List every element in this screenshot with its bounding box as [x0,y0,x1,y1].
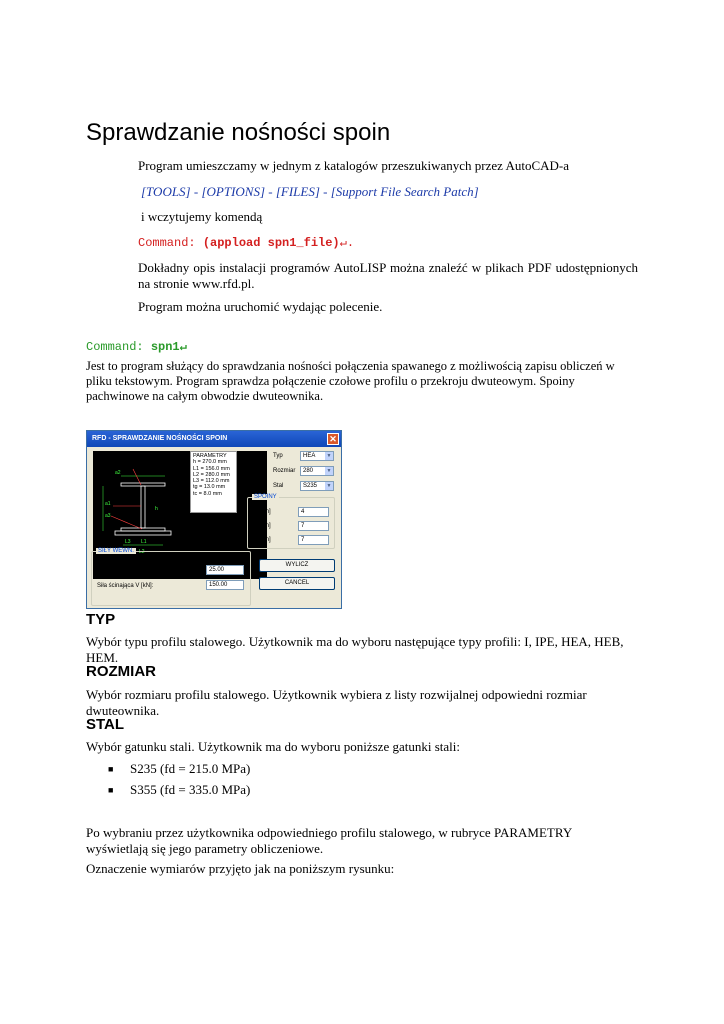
label-a2: a2 [115,470,121,476]
typ-label: Typ [273,453,283,459]
stal-heading: STAL [86,716,125,733]
label-a1: a1 [105,501,111,507]
moment-input[interactable]: 25.00 [206,565,244,575]
typ-text: Wybór typu profilu stalowego. Użytkownik ma do wyboru następujące typy profili: I, IPE, HEA, HEB, HEM. [86,634,624,665]
steel-item: S235 (fd = 215.0 MPa) [130,761,251,776]
dialog-window [86,430,342,609]
intro-paragraph-2: i wczytujemy komendą [141,209,263,224]
command-spn1 [86,339,187,355]
intro-paragraph-3: Dokładny opis instalacji programów AutoLISP można znaleźć w plikach PDF udostępnionych na stronie www.rfd.pl. [138,260,638,291]
sily-title: SIŁY WEWN. [98,548,134,554]
rozmiar-label: Rozmiar [273,468,296,474]
typ-value: HEA [303,453,316,459]
after-paragraph-2: Oznaczenie wymiarów przyjęto jak na poniższym rysunku: [86,861,395,876]
spoiny-title: SPOINY [254,494,277,500]
chevron-down-icon[interactable]: ▼ [326,483,332,489]
page-title: Sprawdzanie nośności spoin [86,119,391,146]
command-value: (appload spn1_file) [202,236,340,250]
typ-heading: TYP [86,611,116,628]
cancel-button[interactable]: CANCEL [259,577,335,590]
params-title: PARAMETRY [193,453,227,459]
command2-value: spn1 [150,340,180,354]
a1-label: a1 [mm] [249,509,271,515]
label-L2: L2 [139,549,145,555]
rozmiar-value: 280 [303,468,314,474]
a1-input[interactable]: 4 [298,507,329,517]
chevron-down-icon[interactable]: ▼ [326,468,332,474]
rozmiar-text: Wybór rozmiaru profilu stalowego. Użytkownik wybiera z listy rozwijalnej odpowiedni rozmiar dwuteownika. [86,687,587,718]
stal-select[interactable] [300,481,334,491]
chevron-down-icon[interactable]: ▼ [326,453,332,459]
sily-group [91,548,251,606]
a3-label: a3 [mm] [249,537,271,543]
a2-label: a2 [mm] [249,523,271,529]
wylicz-button[interactable]: WYLICZ [259,559,335,572]
steel-item: S355 (fd = 335.0 MPa) [130,782,251,797]
intro-paragraph-1: Program umieszczamy w jednym z katalogów przeszukiwanych przez AutoCAD-a [138,158,570,173]
param-row: tg = 13.0 mm [193,484,226,491]
stal-value: S235 [303,483,318,489]
param-row: h = 270.0 mm [193,459,227,466]
param-row: tc = 8.0 mm [193,490,222,497]
enter-symbol: ↵. [339,236,355,250]
command-prefix: Command: [138,236,196,250]
program-description: Jest to program służący do sprawdzania nośności połączenia spawanego z możliwością zapisu obliczeń w pliku tekstowym. Program sprawdza połączenie czołowe profilu o przekroju dwuteowym. Spoiny pachwinowe na całym obwodzie dwuteownika. [86,359,615,403]
stal-text: Wybór gatunku stali. Użytkownik ma do wyboru poniższe gatunki stali: [86,739,460,754]
param-row: L2 = 280.0 mm [193,471,230,478]
label-L3: L3 [125,539,131,545]
search-path: [TOOLS] - [OPTIONS] - [FILES] - [Support File Search Patch] [141,184,479,199]
typ-select[interactable] [300,451,334,461]
bullet-icon: ■ [108,764,114,774]
command-appload [138,235,638,251]
command2-prefix: Command: [86,340,144,354]
sila-input[interactable]: 150.00 [206,580,244,590]
sila-label: Siła ścinająca V [kN]: [97,583,154,589]
params-box [190,451,237,513]
stal-label: Stal [273,483,284,489]
moment-label: Moment zginający M [kNm]: [97,568,172,574]
intro-paragraph-4: Program można uruchomić wydając polecenie. [138,299,383,314]
dialog-title: RFD - SPRAWDZANIE NOŚNOŚCI SPOIN [87,431,341,447]
label-h: h [155,506,158,512]
close-icon[interactable]: ✕ [327,433,339,445]
a3-input[interactable]: 7 [298,535,329,545]
label-a3: a3 [105,513,111,519]
after-paragraph-1: Po wybraniu przez użytkownika odpowiedniego profilu stalowego, w rubryce PARAMETRY wyświetlają się jego parametry obliczeniowe. [86,825,572,856]
param-row: L3 = 112.0 mm [193,478,230,485]
enter-symbol-2: ↵ [179,340,187,354]
rozmiar-heading: ROZMIAR [86,663,156,680]
a2-input[interactable]: 7 [298,521,329,531]
rozmiar-select[interactable] [300,466,334,476]
label-L1: L1 [141,539,147,545]
param-row: L1 = 156.0 mm [193,465,230,472]
bullet-icon: ■ [108,785,114,795]
